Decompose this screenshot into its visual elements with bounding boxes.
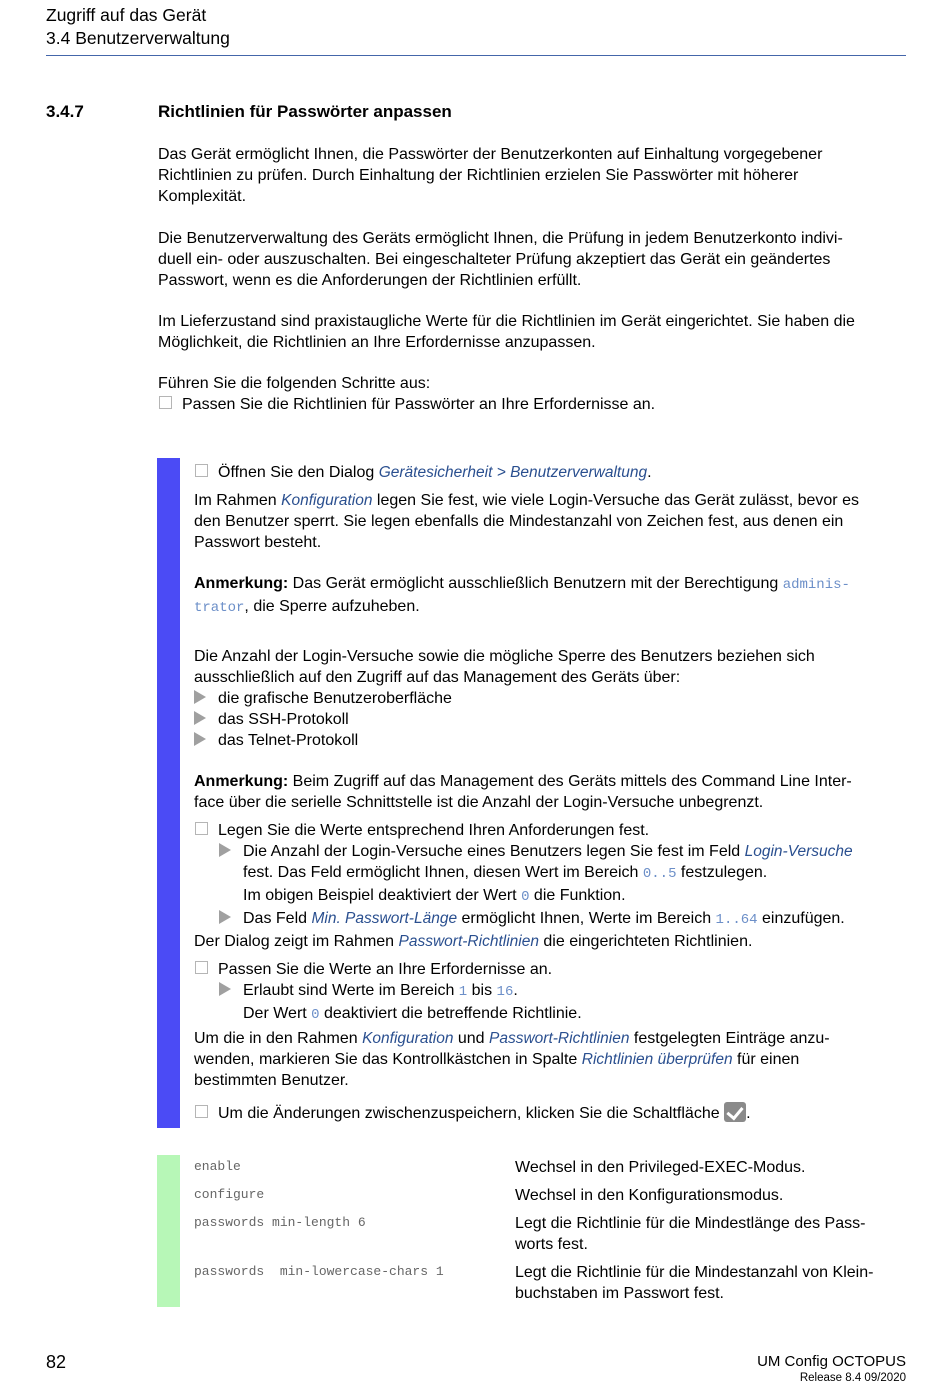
text-line: Das Gerät ermöglicht Ihnen, die Passwörter der Benutzerkonten auf Einhaltung vorgegebener: [158, 146, 823, 163]
section-title: Richtlinien für Passwörter anpassen: [158, 102, 452, 121]
text: bis: [467, 982, 497, 999]
checkmark-icon: [724, 1102, 746, 1122]
bullet-item: [194, 730, 906, 751]
cli-command: enable: [194, 1159, 241, 1174]
step-set-values: [194, 820, 906, 931]
step-open-dialog: [194, 462, 906, 483]
release-info: Release 8.4 09/2020: [799, 1372, 906, 1384]
sub-bullet: [219, 980, 906, 1003]
field-name: Login-Versuche: [744, 843, 853, 860]
range-value: 1..64: [715, 912, 758, 928]
header-chapter: Zugriff auf das Gerät: [46, 5, 207, 25]
intro-paragraph-2: [158, 228, 908, 291]
text: Der Wert: [243, 1005, 312, 1022]
cli-description: [515, 1262, 907, 1304]
permission-value: trator: [194, 600, 245, 616]
text: Beim Zugriff auf das Management des Geräts mittels des Command Line Inter-: [288, 773, 852, 790]
bullet-text: das Telnet-Protokoll: [218, 732, 359, 749]
text: fest. Das Feld ermöglicht Ihnen, diesen Wert im Bereich: [243, 864, 643, 881]
text-line: duell ein- oder auszuschalten. Bei eingeschalteter Prüfung akzeptiert das Gerät ein geändertes: [158, 251, 831, 268]
text-line: worts fest.: [515, 1236, 588, 1253]
text-line: Passwort besteht.: [194, 534, 322, 551]
cli-description: [515, 1213, 907, 1255]
header-divider: [46, 55, 906, 56]
text-line: Im Lieferzustand sind praxistaugliche Werte für die Richtlinien im Gerät eingerichtet. Sie haben die: [158, 313, 855, 330]
text: Um die in den Rahmen: [194, 1030, 363, 1047]
field-name: Min. Passwort-Länge: [311, 910, 458, 927]
step-text: Passen Sie die Werte an Ihre Erfordernisse an.: [218, 961, 553, 978]
text: Das Feld: [243, 910, 312, 927]
text: festzulegen.: [676, 864, 768, 881]
text: Um die Änderungen zwischenzuspeichern, klicken Sie die Schaltfläche: [218, 1105, 725, 1122]
triangle-bullet-icon: [219, 910, 231, 924]
text: Die Anzahl der Login-Versuche eines Benutzers legen Sie fest im Feld: [243, 843, 745, 860]
frame-name: Passwort-Richtlinien: [489, 1030, 630, 1047]
text-line: Passwort, wenn es die Anforderungen der Richtlinien erfüllt.: [158, 272, 582, 289]
text: .: [647, 464, 652, 481]
text-line: Die Benutzerverwaltung des Geräts ermöglicht Ihnen, die Prüfung in jedem Benutzerkonto indivi-: [158, 230, 843, 247]
text: , die Sperre aufzuheben.: [244, 598, 420, 615]
text: Im Rahmen: [194, 492, 282, 509]
apply-paragraph: [194, 1028, 906, 1091]
note-label: Anmerkung:: [194, 773, 289, 790]
cli-command: passwords min-lowercase-chars 1: [194, 1264, 444, 1279]
text-line: Wechsel in den Konfigurationsmodus.: [515, 1187, 784, 1204]
intro-paragraph-1: [158, 144, 908, 207]
page-number: 82: [46, 1352, 67, 1372]
sub-bullet: [219, 908, 906, 931]
text-line: face über die serielle Schnittstelle ist die Anzahl der Login-Versuche unbegrenzt.: [194, 794, 764, 811]
text: deaktiviert die betreffende Richtlinie.: [319, 1005, 582, 1022]
note-2: [194, 771, 906, 813]
konfiguration-paragraph: [194, 490, 906, 553]
checkbox-icon: [195, 1105, 208, 1118]
text: einzufügen.: [757, 910, 845, 927]
permission-value: adminis-: [782, 577, 850, 593]
text-line: buchstaben im Passwort fest.: [515, 1285, 724, 1302]
cli-description: [515, 1185, 907, 1206]
step-save: [194, 1102, 906, 1124]
dialog-path-link: Gerätesicherheit > Benutzerverwaltung: [378, 464, 648, 481]
checkbox-icon: [159, 396, 172, 409]
step-item: [158, 394, 908, 415]
text: .: [746, 1105, 751, 1122]
cli-command: configure: [194, 1187, 265, 1202]
triangle-bullet-icon: [194, 690, 206, 704]
text-line: Möglichkeit, die Richtlinien an Ihre Erfordernisse anzupassen.: [158, 334, 596, 351]
text: Erlaubt sind Werte im Bereich: [243, 982, 459, 999]
checkbox-icon: [195, 464, 208, 477]
text: festgelegten Einträge anzu-: [629, 1030, 830, 1047]
text-line: Legt die Richtlinie für die Mindestanzahl von Klein-: [515, 1264, 874, 1281]
text: die eingerichteten Richtlinien.: [538, 933, 753, 950]
triangle-bullet-icon: [219, 843, 231, 857]
steps-intro: Führen Sie die folgenden Schritte aus:: [158, 375, 431, 392]
bullet-text: die grafische Benutzeroberfläche: [218, 690, 452, 707]
note-label: Anmerkung:: [194, 575, 289, 592]
text: für einen: [732, 1051, 800, 1068]
checkbox-icon: [195, 822, 208, 835]
text-line: Wechsel in den Privileged-EXEC-Modus.: [515, 1159, 806, 1176]
text: die Funktion.: [529, 887, 626, 904]
cli-command: passwords min-length 6: [194, 1215, 366, 1230]
range-value: 1: [458, 984, 468, 1000]
frame-name: Konfiguration: [281, 492, 373, 509]
text: wenden, markieren Sie das Kontrollkästchen in Spalte: [194, 1051, 582, 1068]
text: .: [513, 982, 518, 999]
range-value: 16: [496, 984, 514, 1000]
text-line: ausschließlich auf den Zugriff auf das Management des Geräts über:: [194, 669, 681, 686]
text: legen Sie fest, wie viele Login-Versuche das Gerät zulässt, bevor es: [372, 492, 859, 509]
text: Der Dialog zeigt im Rahmen: [194, 933, 399, 950]
sub-bullet: [219, 841, 906, 862]
range-value: 0: [521, 889, 530, 905]
text-line: Legt die Richtlinie für die Mindestlänge des Pass-: [515, 1215, 866, 1232]
login-count-paragraph: [194, 646, 906, 751]
text: Das Gerät ermöglicht ausschließlich Benutzern mit der Berechtigung: [288, 575, 783, 592]
webui-marker-bar: [157, 458, 180, 1128]
text: Im obigen Beispiel deaktiviert der Wert: [243, 887, 522, 904]
step-adjust-values: [194, 959, 906, 1026]
cli-description: [515, 1157, 907, 1178]
text-line: den Benutzer sperrt. Sie legen ebenfalls die Mindestanzahl von Zeichen fest, aus denen ein: [194, 513, 844, 530]
text: und: [453, 1030, 490, 1047]
cli-marker-bar: [157, 1155, 180, 1307]
text-line: Komplexität.: [158, 188, 247, 205]
text-line: bestimmten Benutzer.: [194, 1072, 349, 1089]
column-name: Richtlinien überprüfen: [581, 1051, 733, 1068]
bullet-item: [194, 709, 906, 730]
header-section: 3.4 Benutzerverwaltung: [46, 28, 230, 48]
range-value: 0..5: [642, 866, 677, 882]
range-value: 0: [311, 1007, 320, 1023]
bullet-text: das SSH-Protokoll: [218, 711, 349, 728]
document-title: UM Config OCTOPUS: [757, 1353, 906, 1370]
triangle-bullet-icon: [194, 732, 206, 746]
dialog-policies-paragraph: [194, 931, 906, 952]
step-text: Passen Sie die Richtlinien für Passwörter an Ihre Erfordernisse an.: [182, 396, 656, 413]
text-line: Richtlinien zu prüfen. Durch Einhaltung der Richtlinien erzielen Sie Passwörter mit höherer: [158, 167, 799, 184]
section-number: 3.4.7: [46, 102, 84, 121]
note-1: [194, 573, 906, 619]
text: Öffnen Sie den Dialog: [218, 464, 379, 481]
intro-paragraph-3: [158, 311, 908, 353]
bullet-item: [194, 688, 906, 709]
frame-name: Konfiguration: [362, 1030, 454, 1047]
triangle-bullet-icon: [219, 982, 231, 996]
text-line: Die Anzahl der Login-Versuche sowie die mögliche Sperre des Benutzers beziehen sich: [194, 648, 815, 665]
triangle-bullet-icon: [194, 711, 206, 725]
step-text: Legen Sie die Werte entsprechend Ihren Anforderungen fest.: [218, 822, 650, 839]
checkbox-icon: [195, 961, 208, 974]
frame-name: Passwort-Richtlinien: [398, 933, 539, 950]
text: ermöglicht Ihnen, Werte im Bereich: [457, 910, 716, 927]
